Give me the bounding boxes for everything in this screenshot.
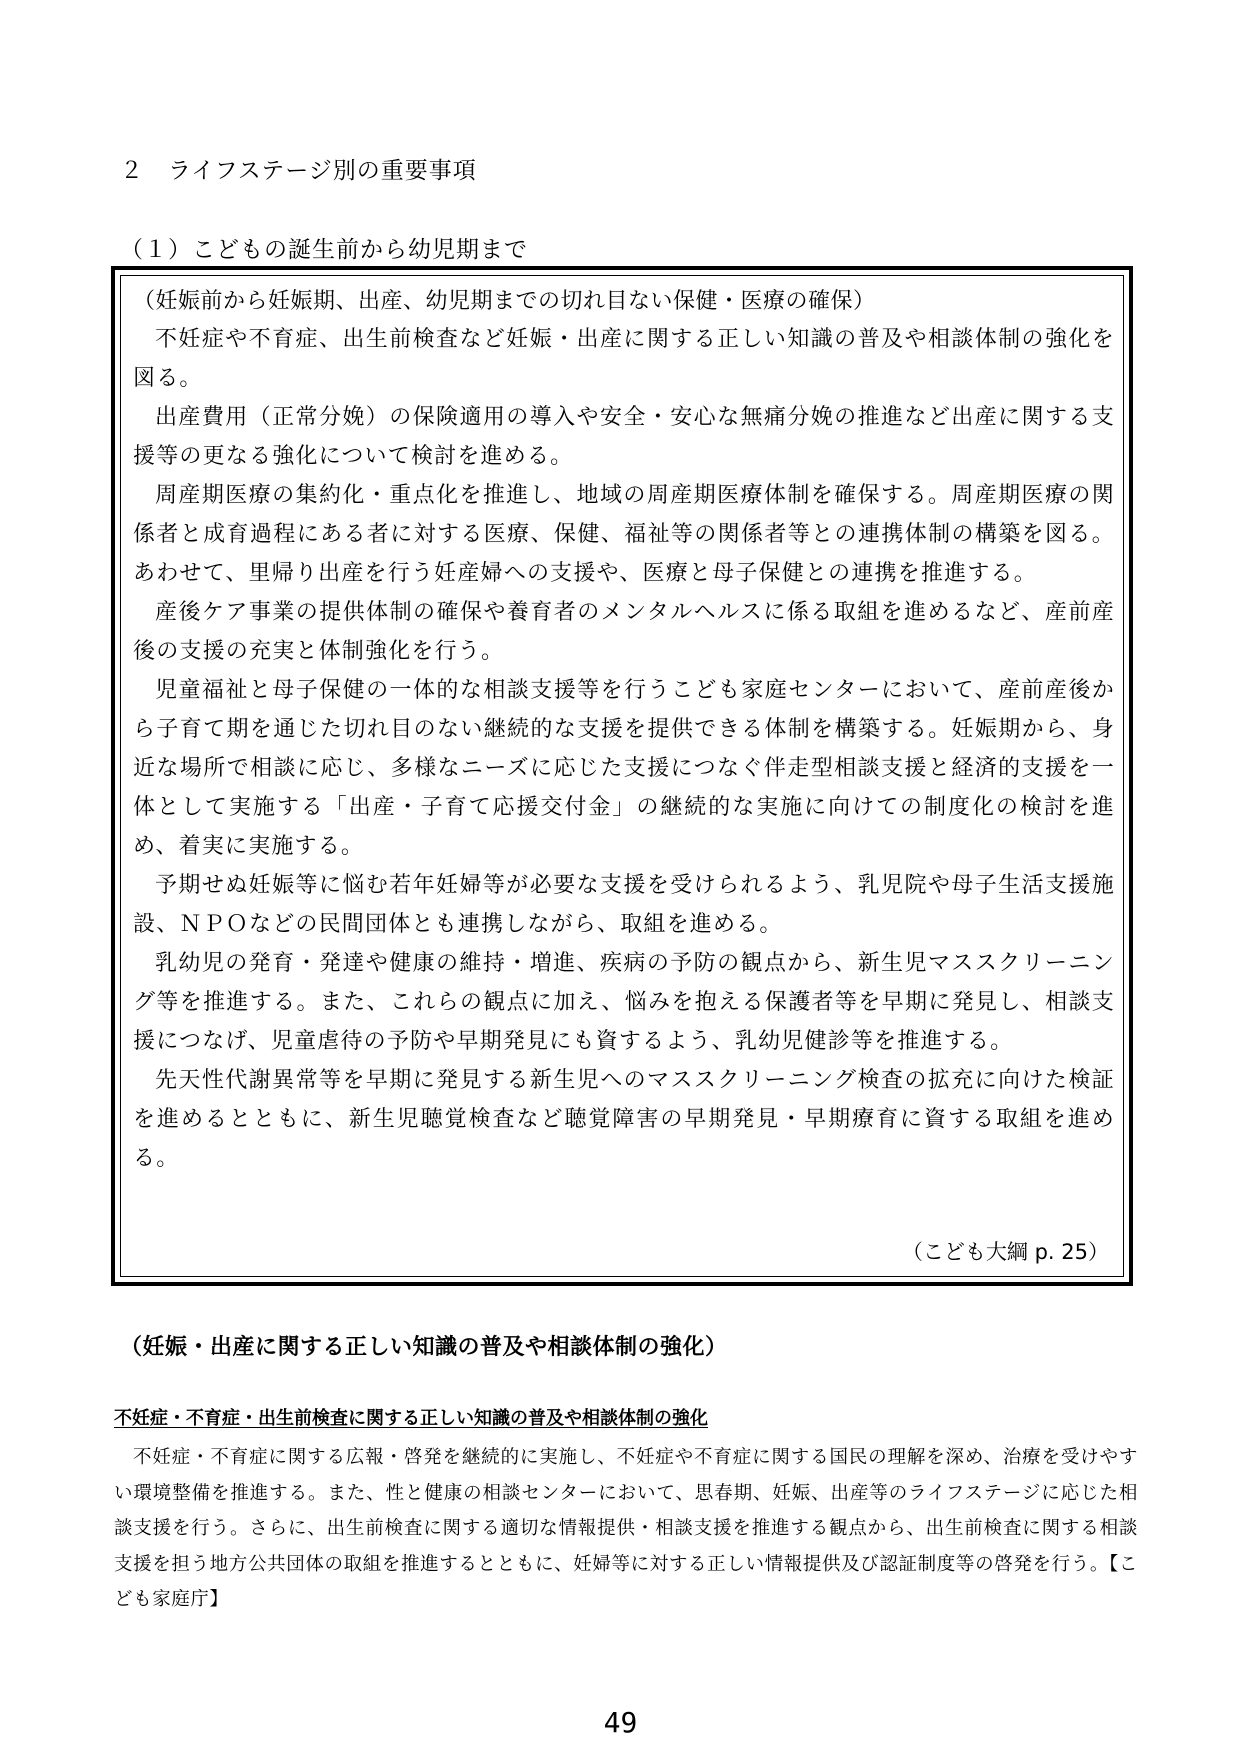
policy-title: 不妊症・不育症・出生前検査に関する正しい知識の普及や相談体制の強化 bbox=[114, 1408, 708, 1429]
sub-heading: （１）こどもの誕生前から幼児期まで bbox=[120, 237, 528, 263]
excerpt-paragraph: 予期せぬ妊娠等に悩む若年妊婦等が必要な支援を受けられるよう、乳児院や母子生活支援施設、ＮＰＯなどの民間団体とも連携しながら、取組を進める。 bbox=[133, 873, 1115, 937]
excerpt-citation: （こども大綱 p. 25） bbox=[901, 1240, 1109, 1264]
framed-excerpt-inner bbox=[120, 275, 1124, 1277]
policy-body: 不妊症・不育症に関する広報・啓発を継続的に実施し、不妊症や不育症に関する国民の理解を深め、治療を受けやすい環境整備を推進する。また、性と健康の相談センターにおいて、思春期、妊娠、出産等のライフステージに応じた相談支援を行う。さらに、出生前検査に関する適切な情報提供・相談支援を推進する観点から、出生前検査に関する相談支援を担う地方公共団体の取組を推進するとともに、妊婦等に対する正しい情報提供及び認証制度等の啓発を行う。【こども家庭庁】 bbox=[114, 1447, 1138, 1610]
excerpt-paragraph: 産後ケア事業の提供体制の確保や養育者のメンタルヘルスに係る取組を進めるなど、産前産後の支援の充実と体制強化を行う。 bbox=[133, 600, 1115, 664]
framed-excerpt-box bbox=[111, 266, 1133, 1286]
excerpt-paragraph: 不妊症や不育症、出生前検査など妊娠・出産に関する正しい知識の普及や相談体制の強化を図る。 bbox=[133, 327, 1115, 391]
excerpt-paragraph: 先天性代謝異常等を早期に発見する新生児へのマススクリーニング検査の拡充に向けた検証を進めるとともに、新生児聴覚検査など聴覚障害の早期発見・早期療育に資する取組を進める。 bbox=[133, 1068, 1115, 1171]
section-heading: ２ ライフステージ別の重要事項 bbox=[120, 158, 477, 184]
excerpt-paragraph: 出産費用（正常分娩）の保険適用の導入や安全・安心な無痛分娩の推進など出産に関する支援等の更なる強化について検討を進める。 bbox=[133, 405, 1115, 469]
excerpt-paragraph: 周産期医療の集約化・重点化を推進し、地域の周産期医療体制を確保する。周産期医療の関係者と成育過程にある者に対する医療、保健、福祉等の関係者等との連携体制の構築を図る。あわせて、里帰り出産を行う妊産婦への支援や、医療と母子保健との連携を推進する。 bbox=[133, 483, 1115, 586]
excerpt-paragraph: 乳幼児の発育・発達や健康の維持・増進、疾病の予防の観点から、新生児マススクリーニング等を推進する。また、これらの観点に加え、悩みを抱える保護者等を早期に発見し、相談支援につなげ、児童虐待の予防や早期発見にも資するよう、乳幼児健診等を推進する。 bbox=[133, 951, 1115, 1054]
excerpt-heading: （妊娠前から妊娠期、出産、幼児期までの切れ目ない保健・医療の確保） bbox=[133, 289, 876, 314]
page-number: 49 bbox=[603, 1706, 638, 1739]
subsection-heading: （妊娠・出産に関する正しい知識の普及や相談体制の強化） bbox=[120, 1335, 728, 1360]
excerpt-paragraph: 児童福祉と母子保健の一体的な相談支援等を行うこども家庭センターにおいて、産前産後から子育て期を通じた切れ目のない継続的な支援を提供できる体制を構築する。妊娠期から、身近な場所で相談に応じ、多様なニーズに応じた支援につなぐ伴走型相談支援と経済的支援を一体として実施する「出産・子育て応援交付金」の継続的な実施に向けての制度化の検討を進め、着実に実施する。 bbox=[133, 678, 1115, 859]
